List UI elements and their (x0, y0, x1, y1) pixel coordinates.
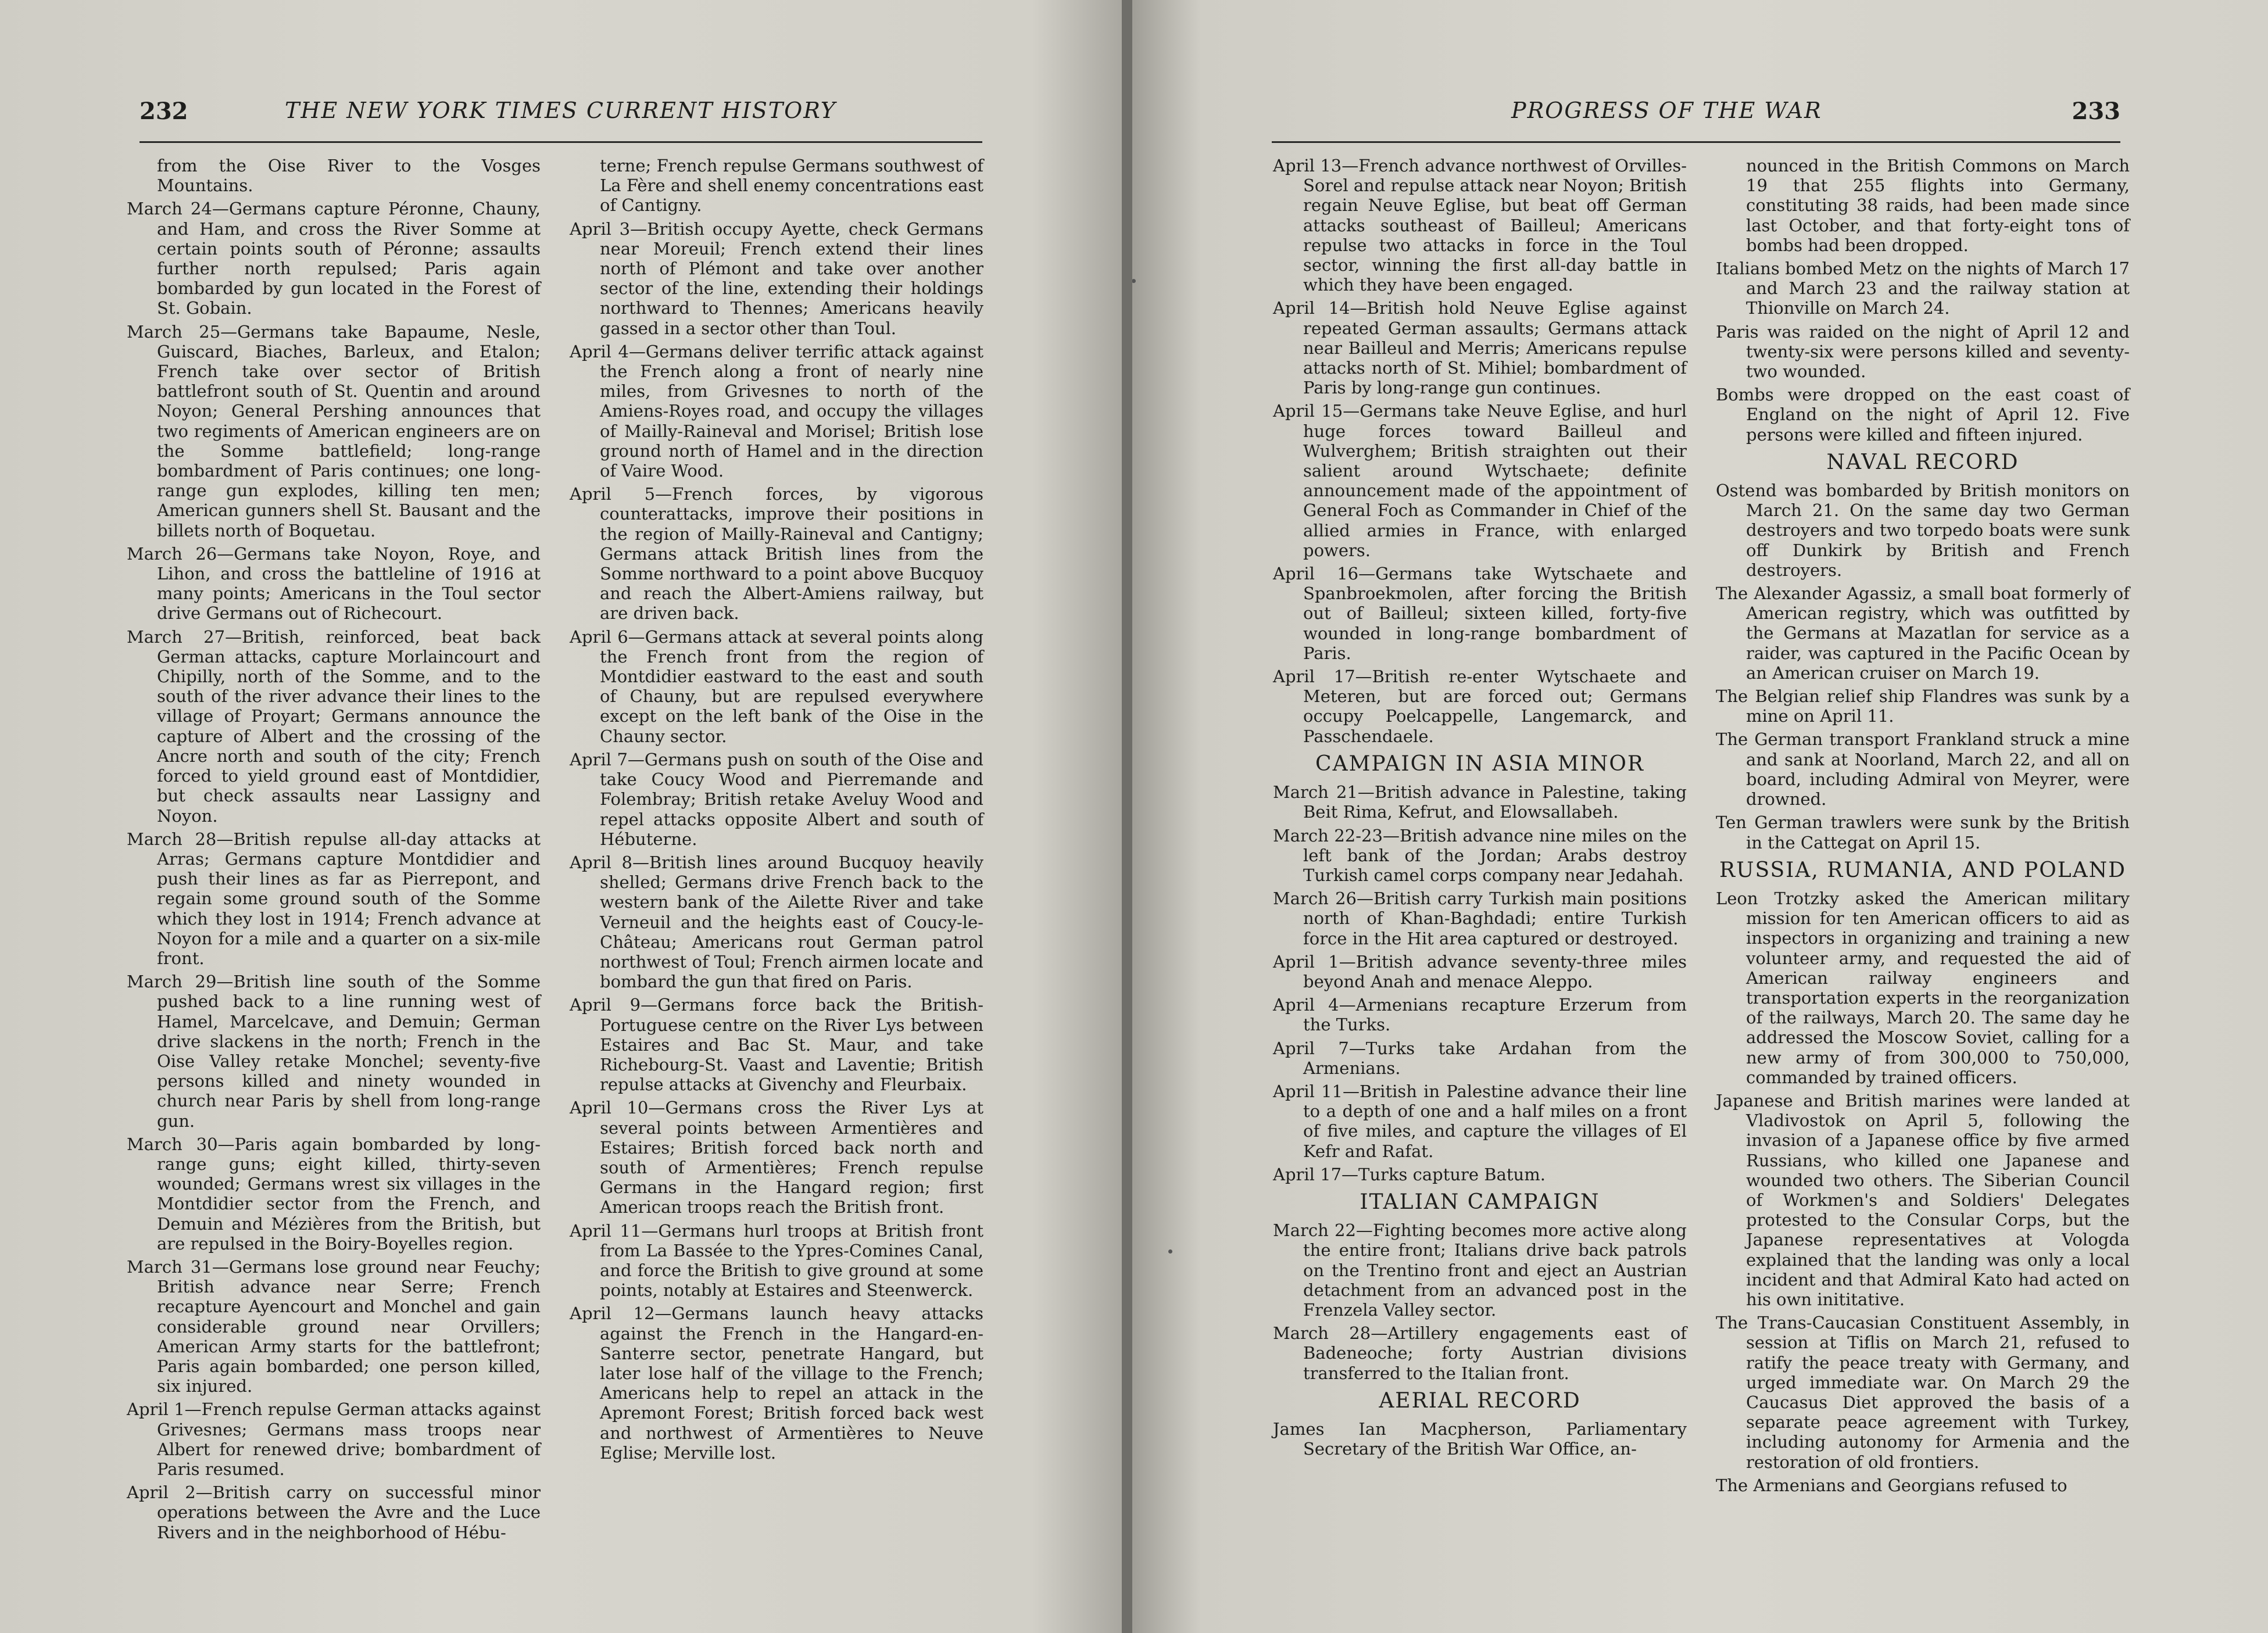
chronology-entry: April 8—British lines around Bucquoy heavily shelled; Germans drive French back to the western bank of the Ailette River and take Verneuil and the heights east of Coucy-le-Château; Americans rout German patrol northwest of Toul; French airmen locate and bombard the gun that fired on Paris. (570, 852, 983, 992)
chronology-entry: Ostend was bombarded by British monitors on March 21. On the same day two German destroyers and two torpedo boats were sunk off Dunkirk by British and French destroyers. (1716, 481, 2130, 580)
book-gutter (1122, 0, 1132, 1633)
chronology-entry: March 28—Artillery engagements east of Badeneoche; forty Austrian divisions transferred to the Italian front. (1273, 1323, 1687, 1383)
chronology-entry: Japanese and British marines were landed at Vladivostok on April 5, following the invasion of a Japanese office by five armed Russians, who killed one Japanese and wounded two others. The Siberian Council of Workmen's and Soldiers' Delegates protested to the Consular Corps, but the Japanese representatives at Vologda explained that the landing was only a local incident and that Admiral Kato had acted on his own inititative. (1716, 1090, 2130, 1309)
chronology-entry: April 17—Turks capture Batum. (1273, 1164, 1546, 1184)
running-title: THE NEW YORK TIMES CURRENT HISTORY (285, 98, 836, 123)
chronology-entry: April 1—French repulse German attacks against Grivesnes; Germans mass troops near Albert for renewed drive; bombardment of Paris resumed. (127, 1399, 541, 1479)
chronology-entry: Italians bombed Metz on the nights of March 17 and March 23 and the railway station at Thionville on March 24. (1716, 259, 2130, 318)
chronology-entry: March 22-23—British advance nine miles on the left bank of the Jordan; Arabs destroy Turkish camel corps company near Jedahah. (1273, 825, 1687, 885)
chronology-entry: April 2—British carry on successful minor operations between the Avre and the Luce Rivers and in the neighborhood of Hébu- (127, 1482, 541, 1542)
chronology-entry: April 14—British hold Neuve Eglise against repeated German assaults; Germans attack near Bailleul and Merris; Americans repulse attacks north of St. Mihiel; bombardment of Paris by long-range gun continues. (1273, 298, 1687, 398)
page-number: 233 (2072, 98, 2120, 125)
chronology-entry: from the Oise River to the Vosges Mountains. (157, 156, 541, 196)
chronology-entry: March 31—Germans lose ground near Feuchy; British advance near Serre; French recapture Ayencourt and Monchel and gain considerable ground near Orvillers; American Army starts for the battlefront; Paris again bombarded; one person killed, six injured. (127, 1256, 541, 1396)
chronology-entry: The Trans-Caucasian Constituent Assembly, in session at Tiflis on March 21, refused to ratify the peace treaty with Germany, and urged immediate war. On March 29 the Caucasus Diet approved the basis of a separate peace agreement with Turkey, including autonomy for Armenia and the restoration of old frontiers. (1716, 1313, 2130, 1472)
chronology-entry: March 25—Germans take Bapaume, Nesle, Guiscard, Biaches, Barleux, and Etalon; French take over sector of British battlefront south of St. Quentin and around Noyon; General Pershing announces that two regiments of American engineers are on the Somme battlefield; long-range bombardment of Paris continues; one long-range gun explodes, killing ten men; American gunners shell St. Bausant and the billets north of Boquetau. (127, 321, 541, 540)
chronology-entry: April 13—French advance northwest of Orvilles-Sorel and repulse attack near Noyon; British regain Neuve Eglise, but beat off German attacks southeast of Bailleul; Americans repulse two attacks in force in the Toul sector, winning the first all-day battle in which they have been engaged. (1273, 156, 1687, 295)
header-rule (139, 141, 982, 143)
chronology-entry: James Ian Macpherson, Parliamentary Secretary of the British War Office, an- (1273, 1419, 1687, 1459)
chronology-entry: March 29—British line south of the Somme pushed back to a line running west of Hamel, Marcelcave, and Demuin; German drive slackens in the north; French in the Oise Valley retake Monchel; seventy-five persons killed and ninety wounded in church near Paris by shell from long-range gun. (127, 972, 541, 1131)
chronology-entry: March 24—Germans capture Péronne, Chauny, and Ham, and cross the River Somme at certain points south of Péronne; assaults further north repulsed; Paris again bombarded by gun located in the Forest of St. Gobain. (127, 199, 541, 318)
chronology-entry: March 21—British advance in Palestine, taking Beit Rima, Kefrut, and Elowsallabeh. (1273, 782, 1687, 822)
left-page (0, 0, 1122, 1633)
chronology-entry: The Armenians and Georgians refused to (1716, 1475, 2067, 1495)
chronology-entry: Ten German trawlers were sunk by the British in the Cattegat on April 15. (1716, 812, 2130, 853)
chronology-entry: April 10—Germans cross the River Lys at several points between Armentières and Estaires; British forced back north and south of Armentières; French repulse Germans in the Hangard region; first American troops reach the British front. (570, 1098, 983, 1217)
chronology-entry: April 3—British occupy Ayette, check Germans near Moreuil; French extend their lines north of Plémont and take over another sector of the line, extending their holdings northward to Thennes; Americans heavily gassed in a sector other than Toul. (570, 219, 983, 338)
section-heading-russia-rumania-poland: RUSSIA, RUMANIA, AND POLAND (1719, 858, 2126, 882)
left-page-header (139, 98, 982, 138)
header-rule (1272, 141, 2120, 143)
right-column-1 (1273, 156, 1687, 1462)
chronology-entry: nounced in the British Commons on March 19 that 255 flights into Germany, constituting 38 raids, had been made since last October, and that forty-eight tons of bombs had been dropped. (1746, 156, 2130, 255)
chronology-entry: April 4—Germans deliver terrific attack against the French along a front of nearly nine miles, from Grivesnes to north of the Amiens-Royes road, and occupy the villages of Mailly-Raineval and Morisel; British lose ground north of Hamel and in the direction of Vaire Wood. (570, 341, 983, 481)
chronology-entry: April 4—Armenians recapture Erzerum from the Turks. (1273, 995, 1687, 1035)
chronology-entry: April 17—British re-enter Wytschaete and Meteren, but are forced out; Germans occupy Poelcappelle, Langemarck, and Passchendaele. (1273, 667, 1687, 746)
chronology-entry: The Belgian relief ship Flandres was sunk by a mine on April 11. (1716, 686, 2130, 726)
chronology-entry: March 28—British repulse all-day attacks at Arras; Germans capture Montdidier and push their lines as far as Pierrepont, and regain some ground south of the Somme which they lost in 1914; French advance at Noyon for a mile and a quarter on a six-mile front. (127, 829, 541, 968)
right-column-2 (1716, 156, 2130, 1499)
chronology-entry: April 15—Germans take Neuve Eglise, and hurl huge forces toward Bailleul and Wulverghem; British straighten out their salient around Wytschaete; definite announcement made of the appointment of General Foch as Commander in Chief of the allied armies in France, with enlarged powers. (1273, 401, 1687, 560)
right-page-header (1272, 98, 2120, 138)
chronology-entry: Bombs were dropped on the east coast of England on the night of April 12. Five persons were killed and fifteen injured. (1716, 385, 2130, 445)
chronology-entry: April 7—Turks take Ardahan from the Armenians. (1273, 1038, 1687, 1078)
chronology-entry: terne; French repulse Germans southwest of La Fère and shell enemy concentrations east of Cantigny. (600, 156, 983, 216)
chronology-entry: April 16—Germans take Wytschaete and Spanbroekmolen, after forcing the British out of Bailleul; sixteen killed, forty-five wounded in long-range bombardment of Paris. (1273, 564, 1687, 663)
chronology-entry: April 6—Germans attack at several points along the French front from the region of Montdidier eastward to the east and south of Chauny, but are repulsed everywhere except on the left bank of the Oise in the Chauny sector. (570, 626, 983, 746)
chronology-entry: March 22—Fighting becomes more active along the entire front; Italians drive back patrols on the Trentino front and eject an Austrian detachment from an advanced post in the Frenzela Valley sector. (1273, 1220, 1687, 1320)
right-page (1132, 0, 2268, 1633)
section-heading-asia-minor: CAMPAIGN IN ASIA MINOR (1315, 751, 1644, 776)
left-column-1 (127, 156, 541, 1546)
chronology-entry: April 9—Germans force back the British-Portuguese centre on the River Lys between Estaires and Bac St. Maur, and take Richebourg-St. Vaast and Laventie; British repulse attacks at Givenchy and Fleurbaix. (570, 995, 983, 1095)
chronology-entry: April 7—Germans push on south of the Oise and take Coucy Wood and Pierremande and Folembray; British retake Aveluy Wood and repel attacks opposite Albert and south of Hébuterne. (570, 749, 983, 849)
chronology-entry: April 12—Germans launch heavy attacks against the French in the Hangard-en-Santerre sector, penetrate Hangard, but later lose half of the village to the French; Americans help to repel an attack in the Apremont Forest; British forced back west and northwest of Armentières to Neuve Eglise; Merville lost. (570, 1303, 983, 1463)
left-column-2 (570, 156, 983, 1466)
chronology-entry: April 5—French forces, by vigorous counterattacks, improve their positions in the region of Mailly-Raineval and Cantigny; Germans attack British lines from the Somme northward to a point above Bucquoy and reach the Albert-Amiens railway, but are driven back. (570, 484, 983, 624)
chronology-entry: April 11—British in Palestine advance their line to a depth of one and a half miles on a front of five miles, and capture the villages of El Kefr and Rafat. (1273, 1081, 1687, 1161)
section-heading-aerial-record: AERIAL RECORD (1379, 1388, 1581, 1413)
page-speck (1132, 279, 1136, 283)
chronology-entry: April 1—British advance seventy-three miles beyond Anah and menace Aleppo. (1273, 951, 1687, 991)
running-title: PROGRESS OF THE WAR (1511, 98, 1822, 123)
page-number: 232 (139, 98, 188, 125)
chronology-entry: March 30—Paris again bombarded by long-range guns; eight killed, thirty-seven wounded; Germans wrest six villages in the Montdidier sector from the French, and Demuin and Mézières from the British, but are repulsed in the Boiry-Boyelles region. (127, 1134, 541, 1254)
chronology-entry: The German transport Frankland struck a mine and sank at Noorland, March 22, and all on board, including Admiral von Meyrer, were drowned. (1716, 729, 2130, 810)
page-speck (1168, 1249, 1172, 1254)
chronology-entry: April 11—Germans hurl troops at British front from La Bassée to the Ypres-Comines Canal, and force the British to give ground at some points, notably at Estaires and Steenwerck. (570, 1220, 983, 1301)
section-heading-naval-record: NAVAL RECORD (1826, 450, 2019, 474)
chronology-entry: March 27—British, reinforced, beat back German attacks, capture Morlaincourt and Chipilly, north of the Somme, and to the south of the river advance their lines to the village of Proyart; Germans announce the capture of Albert and the crossing of the Ancre north and south of the city; French forced to yield ground east of Montdidier, but check assaults near Lassigny and Noyon. (127, 626, 541, 826)
section-heading-italian-campaign: ITALIAN CAMPAIGN (1360, 1190, 1600, 1214)
chronology-entry: March 26—Germans take Noyon, Roye, and Lihon, and cross the battleline of 1916 at many points; Americans in the Toul sector drive Germans out of Richecourt. (127, 543, 541, 624)
chronology-entry: The Alexander Agassiz, a small boat formerly of American registry, which was outfitted by the Germans at Mazatlan for service as a raider, was captured in the Pacific Ocean by an American cruiser on March 19. (1716, 583, 2130, 683)
chronology-entry: Leon Trotzky asked the American military mission for ten American officers to aid as inspectors in organizing and training a new volunteer army, and requested the aid of American railway engineers and transportation experts in the reorganization of the railways, March 20. The same day he addressed the Moscow Soviet, calling for a new army of from 300,000 to 750,000, commanded by trained officers. (1716, 888, 2130, 1087)
chronology-entry: Paris was raided on the night of April 12 and twenty-six were persons killed and seventy-two wounded. (1716, 321, 2130, 382)
chronology-entry: March 26—British carry Turkish main positions north of Khan-Baghdadi; entire Turkish force in the Hit area captured or destroyed. (1273, 889, 1687, 948)
